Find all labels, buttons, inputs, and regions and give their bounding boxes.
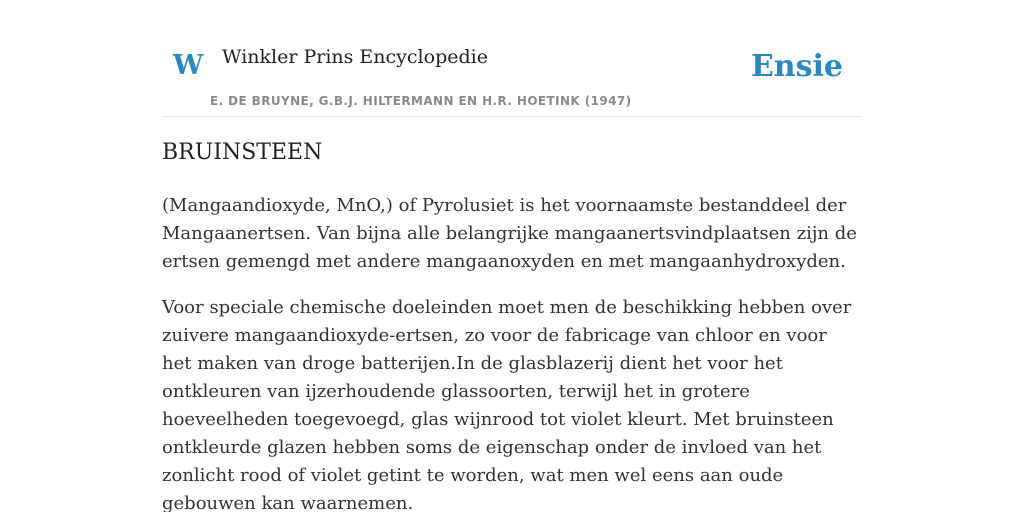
- source-title[interactable]: Winkler Prins Encyclopedie: [222, 46, 488, 68]
- article-paragraph: (Mangaandioxyde, MnO,) of Pyrolusiet is het voornaamste bestanddeel der Mangaanertsen. Van bijna alle belangrijke mangaanertsvindplaatsen zijn de ertsen gemengd met andere mangaanoxyden en met mangaanhydroxyden.: [162, 195, 857, 272]
- source-authors: E. DE BRUYNE, G.B.J. HILTERMANN EN H.R. HOETINK (1947): [210, 94, 632, 108]
- article-body: [162, 192, 862, 512]
- article-title: BRUINSTEEN: [162, 140, 323, 165]
- article-paragraph: Voor speciale chemische doeleinden moet men de beschikking hebben over zuivere mangaandioxyde-ertsen, zo voor de fabricage van chloor en voor het maken van droge batterijen.In de glasblazerij dient het voor het ontkleuren van ijzerhoudende glassoorten, terwijl het in grotere hoeveelheden toegevoegd, glas wijnrood tot violet kleurt. Met bruinsteen ontkleurde glazen hebben soms de eigenschap onder de invloed van het zonlicht rood of violet getint te worden, wat men wel eens aan oude gebouwen kan waarnemen.: [162, 297, 852, 512]
- page-header: [162, 0, 862, 117]
- winkler-prins-logo[interactable]: W: [173, 50, 204, 81]
- ensie-logo[interactable]: Ensie: [750, 49, 843, 84]
